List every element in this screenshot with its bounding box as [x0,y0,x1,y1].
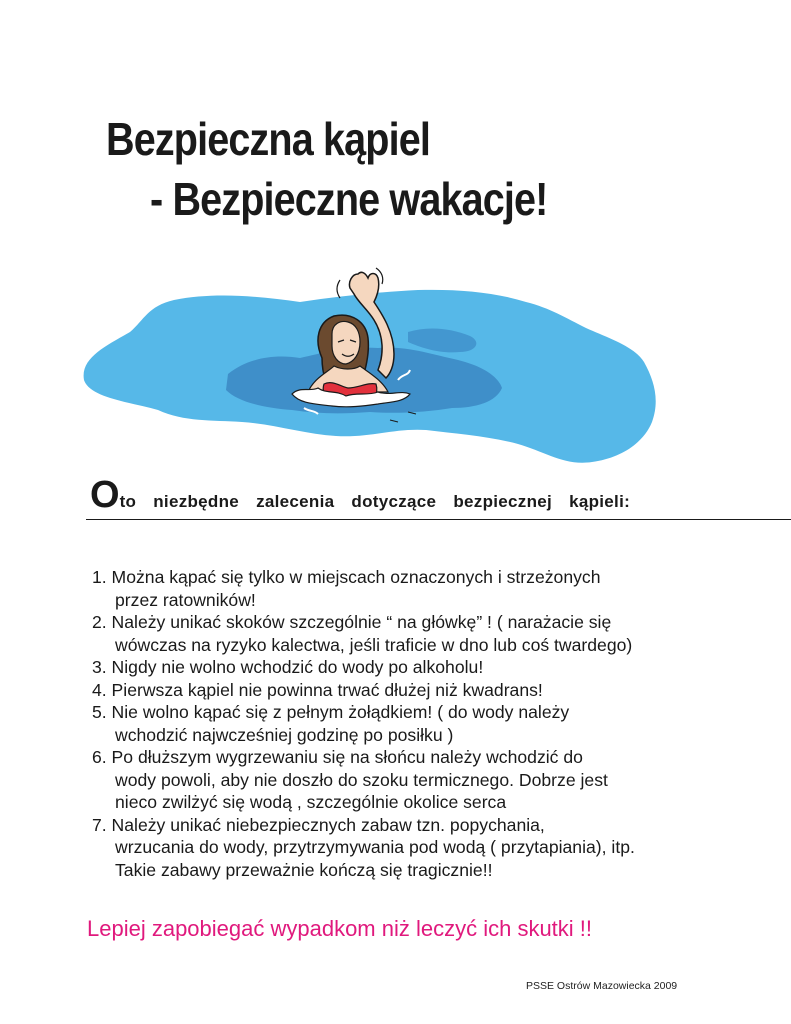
slogan: Lepiej zapobiegać wypadkom niż leczyć ich skutki !! [87,916,593,941]
list-item: 2. Należy unikać skoków szczególnie “ na główkę” ! ( narażacie się wówczas na ryzyko kalectwa, jeśli traficie w dno lub coś twardego) [92,612,633,655]
footer-credit: PSSE Ostrów Mazowiecka 2009 [526,980,678,992]
intro-initial: O [90,474,120,516]
intro-text: to niezbędne zalecenia dotyczące bezpiecznej kąpieli: [119,492,631,511]
intro-heading [90,474,630,517]
title-line-1: Bezpieczna kąpiel [106,113,430,165]
swimmer-face [332,322,360,365]
list-item: 4. Pierwsza kąpiel nie powinna trwać dłużej niż kwadrans! [92,679,543,700]
title-line-2: - Bezpieczne wakacje! [150,173,548,225]
list-item: 1. Można kąpać się tylko w miejscach oznaczonych i strzeżonych przez ratowników! [92,567,601,610]
list-item: 5. Nie wolno kąpać się z pełnym żołądkiem! ( do wody należy wchodzić najwcześniej godzinę po posiłku ) [92,702,570,745]
list-item: 6. Po dłuższym wygrzewaniu się na słońcu należy wchodzić do wody powoli, aby nie doszło do szoku termicznego. Dobrze jest nieco zwilżyć się wodą , szczególnie okolice serca [92,747,608,812]
list-item: 3. Nigdy nie wolno wchodzić do wody po alkoholu! [92,657,484,677]
drowning-swimmer-illustration [78,262,668,466]
safety-rules-list [92,566,635,881]
intro-underline [86,519,791,520]
list-item: 7. Należy unikać niebezpiecznych zabaw tzn. popychania, wrzucania do wody, przytrzymywania pod wodą ( przytapiania), itp. Takie zabawy przeważnie kończą się tragicznie!! [92,814,635,880]
